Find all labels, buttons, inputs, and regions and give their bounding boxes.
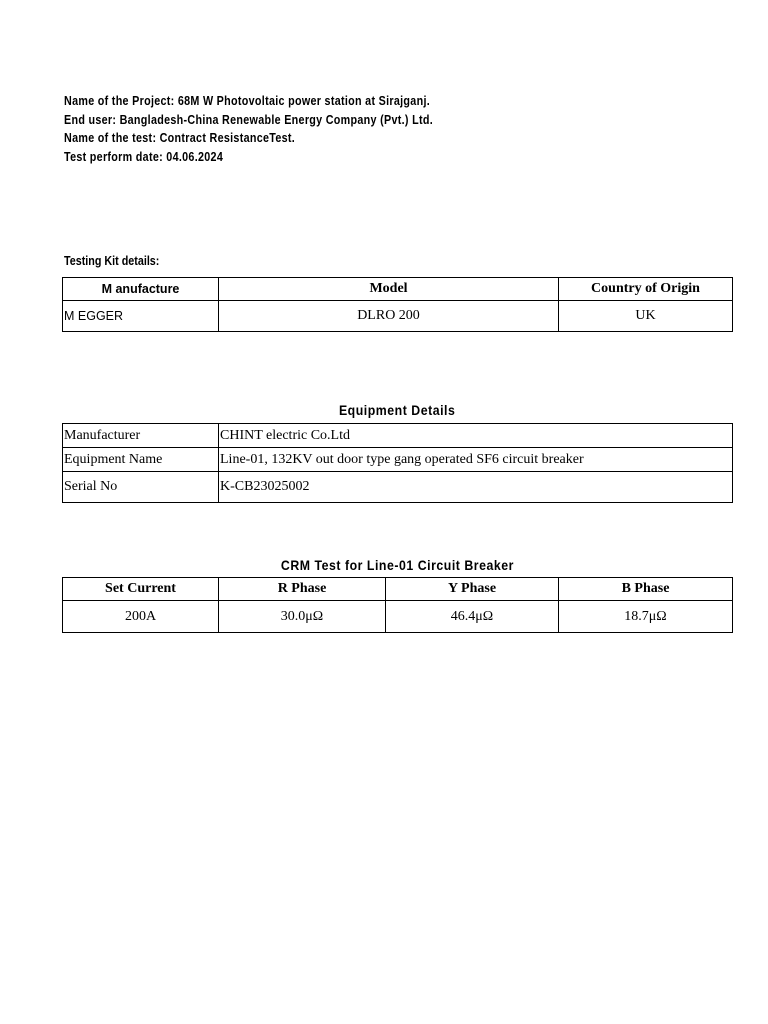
kit-manufacture-cell: M EGGER: [63, 301, 219, 332]
set-current-cell: 200A: [63, 601, 219, 633]
testing-kit-label: Testing Kit details:: [64, 254, 160, 268]
equipment-value-cell: CHINT electric Co.Ltd: [219, 424, 733, 448]
table-row: [63, 424, 733, 448]
crm-test-table: [62, 577, 733, 633]
column-header-manufacture: M anufacture: [63, 278, 219, 301]
column-header-y-phase: Y Phase: [386, 578, 559, 601]
equipment-label-cell: Manufacturer: [63, 424, 219, 448]
column-header-r-phase: R Phase: [219, 578, 386, 601]
y-phase-cell: 46.4μΩ: [386, 601, 559, 633]
test-name: Name of the test: Contract ResistanceTest.: [64, 131, 296, 146]
project-name: Name of the Project: 68M W Photovoltaic power station at Sirajganj.: [64, 94, 431, 108]
testing-kit-table: [62, 277, 733, 332]
end-user: End user: Bangladesh-China Renewable Energy Company (Pvt.) Ltd.: [64, 112, 433, 127]
kit-country-cell: UK: [559, 301, 733, 332]
table-row: [63, 301, 733, 332]
equipment-details-title-text: Equipment Details: [338, 402, 456, 418]
r-phase-cell: 30.0μΩ: [219, 601, 386, 633]
table-header-row: [63, 578, 733, 601]
table-row: [63, 601, 733, 633]
equipment-label-cell: Equipment Name: [63, 448, 219, 472]
crm-test-title: [62, 557, 732, 573]
b-phase-cell: 18.7μΩ: [559, 601, 733, 633]
equipment-value-cell: Line-01, 132KV out door type gang operated SF6 circuit breaker: [219, 448, 733, 472]
test-date: Test perform date: 04.06.2024: [64, 150, 224, 165]
column-header-country: Country of Origin: [559, 278, 733, 301]
column-header-set-current: Set Current: [63, 578, 219, 601]
column-header-b-phase: B Phase: [559, 578, 733, 601]
table-row: [63, 448, 733, 472]
table-row: [63, 472, 733, 503]
column-header-model: Model: [219, 278, 559, 301]
equipment-details-table: [62, 423, 733, 503]
crm-test-title-text: CRM Test for Line-01 Circuit Breaker: [280, 557, 514, 573]
equipment-label-cell: Serial No: [63, 472, 219, 503]
report-header: [64, 92, 433, 167]
equipment-value-cell: K-CB23025002: [219, 472, 733, 503]
table-header-row: [63, 278, 733, 301]
kit-model-cell: DLRO 200: [219, 301, 559, 332]
equipment-details-title: [62, 402, 732, 418]
